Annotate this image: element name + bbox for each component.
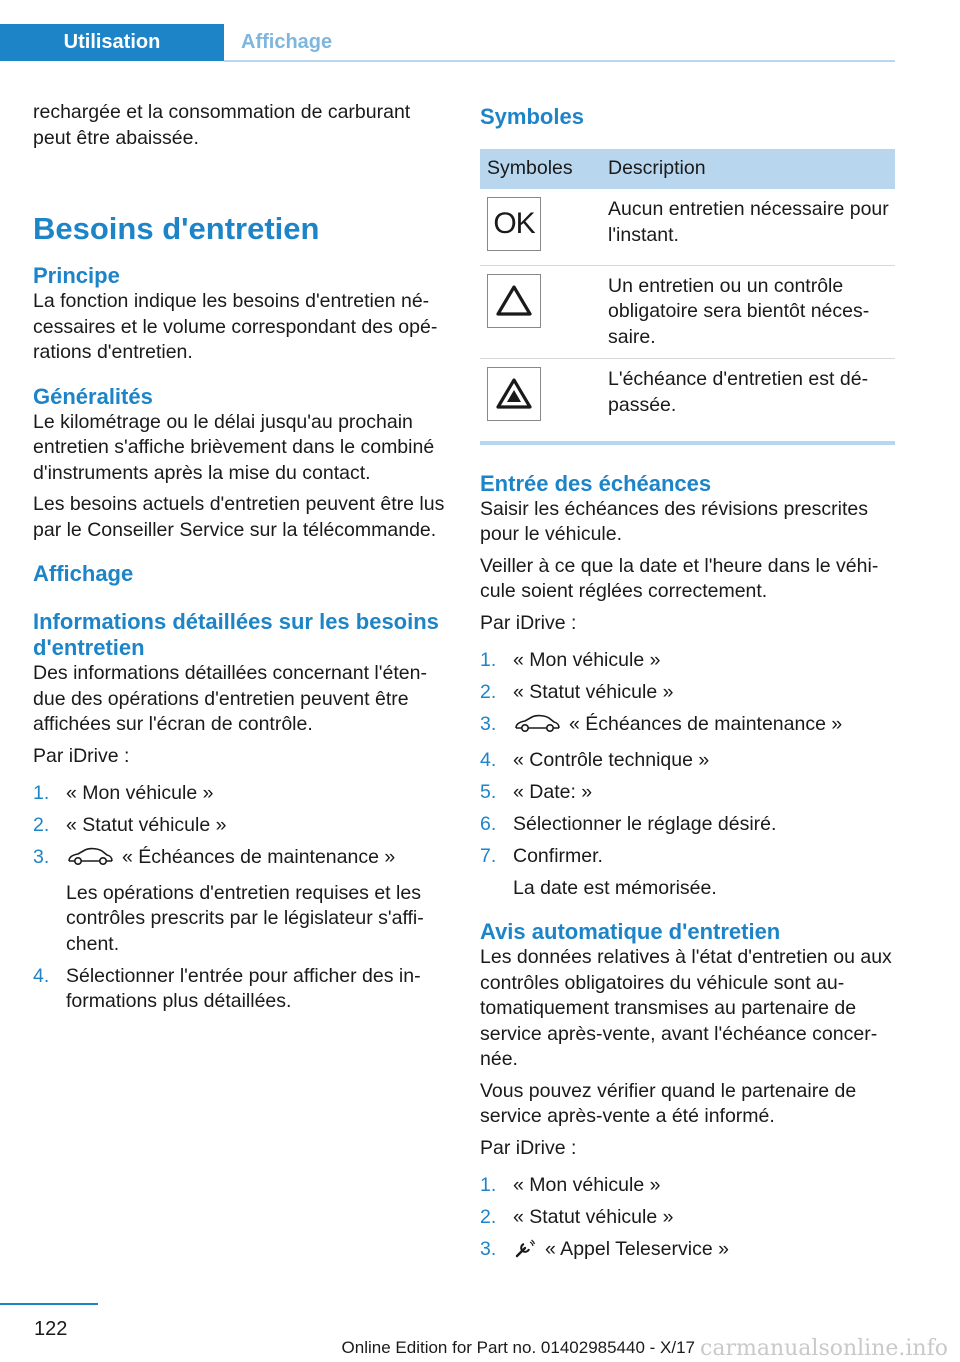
list-item xyxy=(480,1237,895,1267)
table-bottom-rule xyxy=(480,441,895,445)
affichage-subheading: Informations détaillées sur les besoins d'entretien xyxy=(33,609,439,660)
column-header-description: Description xyxy=(604,149,895,189)
step-number: 6. xyxy=(480,813,497,835)
principe-heading: Principe xyxy=(33,263,120,288)
step-text: « Statut véhicule » xyxy=(513,1206,674,1228)
step-number: 1. xyxy=(480,649,497,671)
step-number: 1. xyxy=(33,782,50,804)
list-item xyxy=(33,781,448,807)
avis-idrive: Par iDrive : xyxy=(480,1136,577,1159)
warning-triangle-icon xyxy=(487,274,541,328)
list-item xyxy=(33,964,448,1015)
intro-text: rechargée et la consommation de carburant peut être abaissée. xyxy=(33,101,411,149)
tab-affichage[interactable] xyxy=(224,24,344,61)
symbols-table xyxy=(480,149,895,435)
entree-text-2: Veiller à ce que la date et l'heure dans le véhicule soient réglées correctement. xyxy=(480,554,879,602)
step-number: 2. xyxy=(480,1206,497,1228)
description-cell: L'échéance d'entretien est dépassée. xyxy=(608,368,869,416)
description-cell: Un entretien ou un contrôle obligatoire sera bientôt nécessaire. xyxy=(604,265,895,359)
header-tabs xyxy=(0,24,895,62)
step-subtext: Les opérations d'entretien requises et les contrôles prescrits par le législateur s'affichent. xyxy=(66,881,424,955)
step-number: 3. xyxy=(480,1238,497,1260)
tab-utilisation[interactable] xyxy=(0,24,224,61)
ok-symbol-text: OK xyxy=(493,207,535,241)
step-number: 4. xyxy=(480,749,497,771)
watermark: carmanualsonline.info xyxy=(700,1336,948,1361)
step-text: Confirmer. xyxy=(513,845,603,867)
avis-text-2: Vous pouvez vérifier quand le partenaire de service après-vente a été informé. xyxy=(480,1079,857,1127)
step-number: 5. xyxy=(480,781,497,803)
list-item xyxy=(480,812,895,838)
affichage-steps xyxy=(33,781,448,1015)
entree-heading: Entrée des échéances xyxy=(480,470,712,496)
page-number-rule xyxy=(0,1303,98,1305)
entree-text-1: Saisir les échéances des révisions prescrites pour le véhicule. xyxy=(480,497,869,545)
table-header-row xyxy=(480,149,895,189)
generalites-text-1: Le kilométrage ou le délai jusqu'au prochain entretien s'affiche brièvement dans le combiné d'instruments après la mise du contact. xyxy=(33,410,435,484)
affichage-heading: Affichage xyxy=(33,561,134,586)
list-item xyxy=(480,748,895,774)
step-text: Sélectionner le réglage désiré. xyxy=(513,813,777,835)
list-item xyxy=(480,1173,895,1199)
right-column xyxy=(480,100,895,1273)
list-item xyxy=(480,648,895,674)
list-item xyxy=(33,813,448,839)
step-number: 3. xyxy=(33,846,50,868)
generalites-heading: Généralités xyxy=(33,383,153,409)
generalites-text-2: Les besoins actuels d'entretien peuvent être lus par le Conseiller Service sur la télécommande. xyxy=(33,493,445,541)
teleservice-wrench-icon xyxy=(513,1239,535,1267)
avis-steps xyxy=(480,1173,895,1267)
step-number: 2. xyxy=(480,681,497,703)
car-icon xyxy=(66,847,114,875)
entree-idrive: Par iDrive : xyxy=(480,611,577,634)
avis-text-1: Les données relatives à l'état d'entretien ou aux contrôles obligatoires du véhicule sont automatiquement transmises au partenaire de service après-vente, avant l'échéance concernée. xyxy=(480,946,892,1070)
symbols-heading: Symboles xyxy=(480,104,584,129)
page-title: Besoins d'entretien xyxy=(33,211,320,246)
step-text: Sélectionner l'entrée pour afficher des informations plus détaillées. xyxy=(66,964,421,1012)
tab-underline xyxy=(224,60,895,62)
step-text: « Mon véhicule » xyxy=(66,782,214,804)
avis-heading: Avis automatique d'entretien xyxy=(480,919,781,944)
edition-footer: Online Edition for Part no. 01402985440 - X/17 xyxy=(341,1338,695,1357)
tab-utilisation-label: Utilisation xyxy=(63,31,161,53)
exclamation-triangle-icon xyxy=(487,367,541,421)
table-row xyxy=(480,265,895,359)
list-item xyxy=(480,680,895,706)
tab-affichage-label: Affichage xyxy=(241,31,333,53)
step-number: 1. xyxy=(480,1174,497,1196)
step-text: « Mon véhicule » xyxy=(513,649,661,671)
page-number: 122 xyxy=(34,1318,68,1340)
step-number: 4. xyxy=(33,964,50,987)
table-row xyxy=(480,359,895,435)
list-item xyxy=(33,845,448,957)
list-item xyxy=(480,1205,895,1231)
step-subtext: La date est mémorisée. xyxy=(513,876,717,899)
description-cell: Aucun entretien nécessaire pour l'instant. xyxy=(604,189,895,265)
principe-text: La fonction indique les besoins d'entretien nécessaires et le volume correspondant des opérations d'entretien. xyxy=(33,290,438,363)
step-number: 7. xyxy=(480,845,497,867)
list-item xyxy=(480,712,895,742)
list-item xyxy=(480,844,895,901)
step-text: « Échéances de maintenance » xyxy=(569,713,843,735)
column-header-symbol: Symboles xyxy=(480,149,604,189)
step-text: « Statut véhicule » xyxy=(513,681,674,703)
step-number: 2. xyxy=(33,814,50,836)
affichage-idrive: Par iDrive : xyxy=(33,744,130,767)
step-text: « Mon véhicule » xyxy=(513,1174,661,1196)
entree-steps xyxy=(480,648,895,901)
affichage-text: Des informations détaillées concernant l'étendue des opérations d'entretien peuvent être affichées sur l'écran de contrôle. xyxy=(33,662,427,735)
step-text: « Contrôle technique » xyxy=(513,749,710,771)
left-column xyxy=(33,100,448,1021)
step-text: « Date: » xyxy=(513,781,593,803)
list-item xyxy=(480,780,895,806)
step-text: « Appel Teleservice » xyxy=(545,1238,729,1260)
table-row xyxy=(480,189,895,265)
car-icon xyxy=(513,714,561,742)
step-number: 3. xyxy=(480,713,497,735)
ok-symbol-icon xyxy=(487,197,541,251)
step-text: « Statut véhicule » xyxy=(66,814,227,836)
step-text: « Échéances de maintenance » xyxy=(122,846,396,868)
